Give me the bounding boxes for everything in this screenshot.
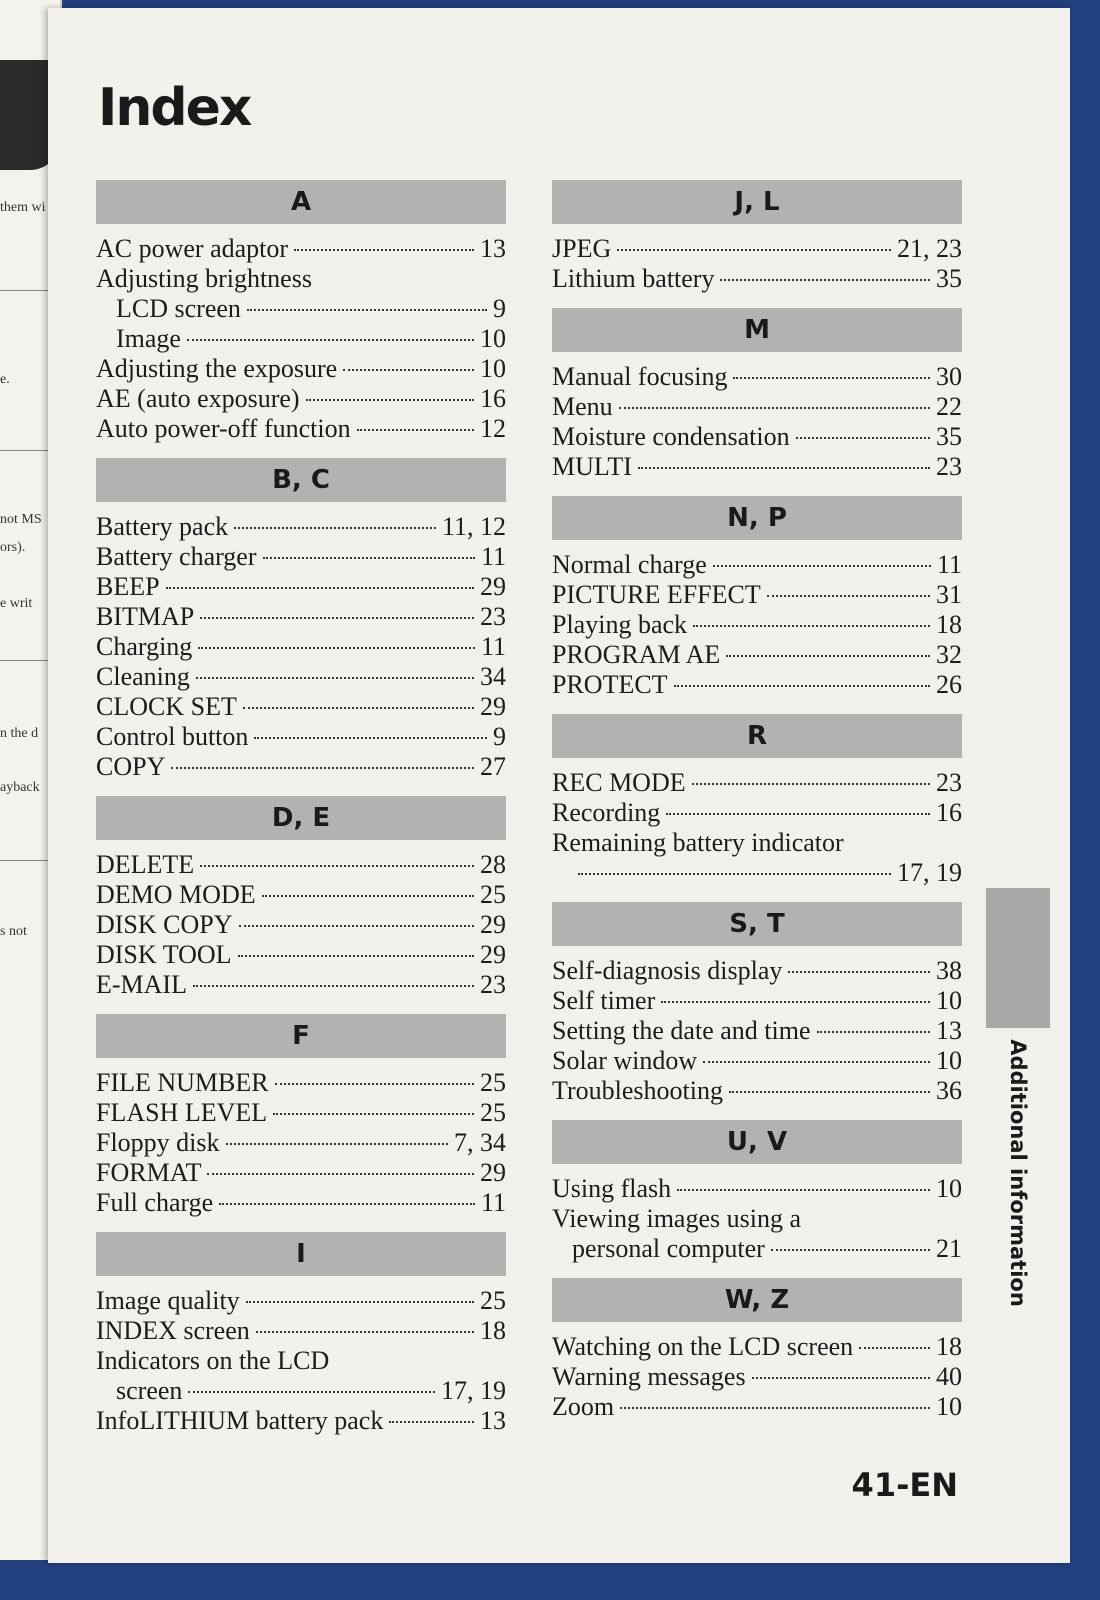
index-entry (96, 1158, 506, 1188)
index-entry (552, 1046, 962, 1076)
dot-leader (256, 1331, 474, 1333)
index-entry (96, 1376, 506, 1406)
index-section (552, 1278, 962, 1422)
entry-label: Warning messages (552, 1362, 746, 1391)
dot-leader (262, 895, 474, 897)
dot-leader (666, 813, 930, 815)
index-section (552, 180, 962, 294)
dot-leader (219, 1203, 475, 1205)
dot-leader (817, 1031, 931, 1033)
dot-leader (207, 1173, 474, 1175)
entry-page-number: 18 (936, 610, 962, 639)
entry-page-number: 35 (936, 422, 962, 451)
dot-leader (720, 279, 930, 281)
index-entry (96, 850, 506, 880)
entry-label: DISK TOOL (96, 940, 232, 969)
previous-page-fragment: ayback (0, 780, 40, 795)
entry-label: Floppy disk (96, 1128, 220, 1157)
entry-label: Normal charge (552, 550, 707, 579)
entry-page-number: 23 (480, 970, 506, 999)
section-header: D, E (96, 796, 506, 840)
entry-label: FILE NUMBER (96, 1068, 269, 1097)
entry-page-number: 40 (936, 1362, 962, 1391)
dot-leader (193, 985, 474, 987)
entry-label: LCD screen (116, 294, 241, 323)
entry-page-number: 12 (480, 414, 506, 443)
entry-label: Self-diagnosis display (552, 956, 783, 985)
index-entry (552, 452, 962, 482)
entry-page-number: 7, 34 (454, 1128, 506, 1157)
entry-page-number: 11 (480, 632, 506, 661)
entry-label: Battery charger (96, 542, 257, 571)
index-entry (552, 1362, 962, 1392)
entry-page-number: 23 (480, 602, 506, 631)
entry-label: Image (116, 324, 181, 353)
entry-label: Full charge (96, 1188, 214, 1217)
dot-leader (674, 685, 930, 687)
entry-page-number: 10 (936, 1046, 962, 1075)
index-section (552, 714, 962, 888)
entry-page-number: 23 (936, 768, 962, 797)
dot-leader (238, 955, 474, 957)
side-tab-label-text: Additional information (1006, 1039, 1031, 1307)
index-section (96, 1232, 506, 1436)
index-entry (552, 1076, 962, 1106)
index-entry (96, 1128, 506, 1158)
dot-leader (306, 399, 474, 401)
entry-page-number: 25 (480, 880, 506, 909)
dot-leader (198, 647, 475, 649)
entry-page-number: 17, 19 (897, 858, 962, 887)
entry-page-number: 10 (936, 986, 962, 1015)
dot-leader (726, 655, 930, 657)
entry-page-number: 18 (936, 1332, 962, 1361)
entry-label: DISK COPY (96, 910, 233, 939)
entry-label: BITMAP (96, 602, 195, 631)
index-entry (552, 986, 962, 1016)
entry-label: InfoLITHIUM battery pack (96, 1406, 384, 1435)
left-column (96, 180, 506, 1450)
entry-page-number: 29 (480, 1158, 506, 1187)
index-entry (96, 1188, 506, 1218)
section-header: W, Z (552, 1278, 962, 1322)
entry-label: Setting the date and time (552, 1016, 811, 1045)
dot-leader (578, 873, 891, 875)
dot-leader (677, 1189, 930, 1191)
index-entry (96, 722, 506, 752)
entry-label: PROTECT (552, 670, 668, 699)
previous-page-fragment: e writ (0, 596, 33, 611)
entry-label: Manual focusing (552, 362, 728, 391)
dot-leader (733, 377, 930, 379)
entry-page-number: 29 (480, 572, 506, 601)
entry-page-number: 22 (936, 392, 962, 421)
index-entry (96, 970, 506, 1000)
index-entry (552, 580, 962, 610)
entry-page-number: 10 (936, 1392, 962, 1421)
entry-label: Adjusting brightness (96, 264, 312, 293)
dot-leader (166, 587, 474, 589)
entry-page-number: 13 (936, 1016, 962, 1045)
entry-page-number: 29 (480, 910, 506, 939)
entry-page-number: 18 (480, 1316, 506, 1345)
entry-label: Solar window (552, 1046, 698, 1075)
dot-leader (771, 1249, 930, 1251)
dot-leader (729, 1091, 930, 1093)
entry-label: Zoom (552, 1392, 615, 1421)
entry-label: Charging (96, 632, 193, 661)
entry-label: Troubleshooting (552, 1076, 723, 1105)
entry-label: Moisture condensation (552, 422, 790, 451)
index-entry (96, 1406, 506, 1436)
dot-leader (294, 249, 474, 251)
dot-leader (617, 249, 891, 251)
entry-page-number: 35 (936, 264, 962, 293)
index-entry (552, 670, 962, 700)
index-entry (552, 1392, 962, 1422)
entry-label: Battery pack (96, 512, 229, 541)
right-column (552, 180, 962, 1436)
index-entry (552, 610, 962, 640)
entry-label: FORMAT (96, 1158, 202, 1187)
index-entry (552, 828, 962, 858)
dot-leader (239, 925, 474, 927)
entry-label: Adjusting the exposure (96, 354, 338, 383)
index-entry (96, 354, 506, 384)
index-entry (552, 234, 962, 264)
entry-page-number: 32 (936, 640, 962, 669)
section-header: U, V (552, 1120, 962, 1164)
entry-page-number: 13 (480, 234, 506, 263)
index-entry (96, 662, 506, 692)
index-entry (552, 956, 962, 986)
index-entry (96, 752, 506, 782)
index-entry (552, 1016, 962, 1046)
entry-page-number: 25 (480, 1286, 506, 1315)
dot-leader (788, 971, 930, 973)
dot-leader (200, 617, 474, 619)
index-entry (552, 550, 962, 580)
index-entry (552, 422, 962, 452)
entry-label: AE (auto exposure) (96, 384, 300, 413)
entry-label: E-MAIL (96, 970, 187, 999)
dot-leader (661, 1001, 930, 1003)
dot-leader (693, 625, 930, 627)
dot-leader (713, 565, 931, 567)
entry-label: personal computer (572, 1234, 765, 1263)
index-entry (96, 542, 506, 572)
index-entry (96, 512, 506, 542)
index-section (552, 1120, 962, 1264)
entry-page-number: 36 (936, 1076, 962, 1105)
index-entry (552, 1234, 962, 1264)
entry-label: JPEG (552, 234, 612, 263)
entry-label: Control button (96, 722, 249, 751)
previous-page-fragment: s not (0, 924, 27, 939)
dot-leader (357, 429, 474, 431)
previous-page-fragment: them wi (0, 200, 46, 215)
index-entry (96, 692, 506, 722)
index-section (552, 308, 962, 482)
side-tab-label (986, 1028, 1050, 1318)
index-entry (552, 392, 962, 422)
entry-label: AC power adaptor (96, 234, 289, 263)
index-entry (96, 572, 506, 602)
entry-label: Watching on the LCD screen (552, 1332, 854, 1361)
index-entry (552, 1332, 962, 1362)
entry-page-number: 11 (480, 1188, 506, 1217)
index-entry (96, 940, 506, 970)
dot-leader (619, 407, 930, 409)
index-entry (96, 1068, 506, 1098)
section-header: N, P (552, 496, 962, 540)
index-entry (96, 294, 506, 324)
entry-page-number: 29 (480, 940, 506, 969)
dot-leader (246, 1301, 474, 1303)
entry-label: REC MODE (552, 768, 686, 797)
dot-leader (247, 309, 487, 311)
index-entry (552, 768, 962, 798)
entry-label: Auto power-off function (96, 414, 351, 443)
entry-page-number: 29 (480, 692, 506, 721)
entry-label: Indicators on the LCD (96, 1346, 330, 1375)
entry-page-number: 10 (936, 1174, 962, 1203)
dot-leader (254, 737, 487, 739)
entry-page-number: 25 (480, 1098, 506, 1127)
index-entry (96, 602, 506, 632)
entry-label: INDEX screen (96, 1316, 250, 1345)
entry-label: Menu (552, 392, 613, 421)
dot-leader (767, 595, 930, 597)
dot-leader (620, 1407, 930, 1409)
index-entry (552, 1204, 962, 1234)
entry-label: Using flash (552, 1174, 672, 1203)
section-header: I (96, 1232, 506, 1276)
index-entry (552, 264, 962, 294)
index-section (552, 902, 962, 1106)
entry-page-number: 11 (936, 550, 962, 579)
page-number: 41-EN (851, 1466, 958, 1504)
index-entry (552, 798, 962, 828)
dot-leader (275, 1083, 474, 1085)
entry-label: BEEP (96, 572, 160, 601)
entry-page-number: 27 (480, 752, 506, 781)
index-entry (552, 640, 962, 670)
entry-page-number: 30 (936, 362, 962, 391)
index-entry (96, 384, 506, 414)
previous-page-fragment: e. (0, 372, 10, 387)
side-thumb-tab (986, 888, 1050, 1028)
entry-page-number: 28 (480, 850, 506, 879)
index-entry (552, 858, 962, 888)
entry-label: screen (116, 1376, 183, 1405)
index-entry (96, 1098, 506, 1128)
dot-leader (196, 677, 474, 679)
index-section (96, 180, 506, 444)
entry-label: CLOCK SET (96, 692, 237, 721)
entry-page-number: 31 (936, 580, 962, 609)
entry-page-number: 16 (480, 384, 506, 413)
entry-label: FLASH LEVEL (96, 1098, 268, 1127)
entry-page-number: 13 (480, 1406, 506, 1435)
entry-label: DEMO MODE (96, 880, 256, 909)
entry-page-number: 9 (493, 722, 506, 751)
section-header: A (96, 180, 506, 224)
dot-leader (171, 767, 474, 769)
entry-label: Recording (552, 798, 661, 827)
dot-leader (263, 557, 475, 559)
entry-label: Lithium battery (552, 264, 715, 293)
page-title: Index (98, 78, 251, 138)
entry-page-number: 26 (936, 670, 962, 699)
entry-page-number: 25 (480, 1068, 506, 1097)
dot-leader (692, 783, 930, 785)
section-header: M (552, 308, 962, 352)
entry-page-number: 21 (936, 1234, 962, 1263)
index-entry (96, 264, 506, 294)
index-section (96, 1014, 506, 1218)
dot-leader (343, 369, 474, 371)
entry-page-number: 34 (480, 662, 506, 691)
entry-page-number: 10 (480, 354, 506, 383)
dot-leader (273, 1113, 474, 1115)
section-header: R (552, 714, 962, 758)
index-entry (96, 1316, 506, 1346)
entry-page-number: 16 (936, 798, 962, 827)
index-entry (96, 632, 506, 662)
entry-page-number: 17, 19 (441, 1376, 506, 1405)
dot-leader (188, 1391, 435, 1393)
entry-label: PICTURE EFFECT (552, 580, 761, 609)
index-entry (96, 1286, 506, 1316)
section-header: B, C (96, 458, 506, 502)
entry-label: Cleaning (96, 662, 190, 691)
dot-leader (187, 339, 474, 341)
index-section (96, 796, 506, 1000)
entry-page-number: 9 (493, 294, 506, 323)
index-entry (552, 362, 962, 392)
index-entry (96, 324, 506, 354)
index-section (96, 458, 506, 782)
entry-page-number: 11 (480, 542, 506, 571)
previous-page-fragment: n the d (0, 726, 39, 741)
index-entry (96, 880, 506, 910)
index-entry (552, 1174, 962, 1204)
entry-page-number: 38 (936, 956, 962, 985)
previous-page-fragment: not MS (0, 512, 42, 527)
dot-leader (859, 1347, 930, 1349)
entry-page-number: 10 (480, 324, 506, 353)
index-entry (96, 414, 506, 444)
entry-label: PROGRAM AE (552, 640, 721, 669)
entry-page-number: 21, 23 (897, 234, 962, 263)
entry-page-number: 11, 12 (441, 512, 506, 541)
dot-leader (200, 865, 474, 867)
dot-leader (226, 1143, 448, 1145)
dot-leader (243, 707, 474, 709)
section-header: F (96, 1014, 506, 1058)
dot-leader (752, 1377, 930, 1379)
dot-leader (389, 1421, 474, 1423)
index-entry (96, 910, 506, 940)
section-header: J, L (552, 180, 962, 224)
entry-page-number: 23 (936, 452, 962, 481)
dot-leader (796, 437, 930, 439)
entry-label: MULTI (552, 452, 632, 481)
dot-leader (234, 527, 436, 529)
entry-label: Remaining battery indicator (552, 828, 844, 857)
previous-page-fragment: ors). (0, 540, 26, 555)
entry-label: DELETE (96, 850, 195, 879)
entry-label: Image quality (96, 1286, 240, 1315)
index-page (48, 8, 1070, 1563)
entry-label: Playing back (552, 610, 688, 639)
dot-leader (703, 1061, 930, 1063)
entry-label: Viewing images using a (552, 1204, 802, 1233)
index-section (552, 496, 962, 700)
index-entry (96, 1346, 506, 1376)
entry-label: Self timer (552, 986, 656, 1015)
index-entry (96, 234, 506, 264)
dot-leader (638, 467, 930, 469)
section-header: S, T (552, 902, 962, 946)
entry-label: COPY (96, 752, 166, 781)
